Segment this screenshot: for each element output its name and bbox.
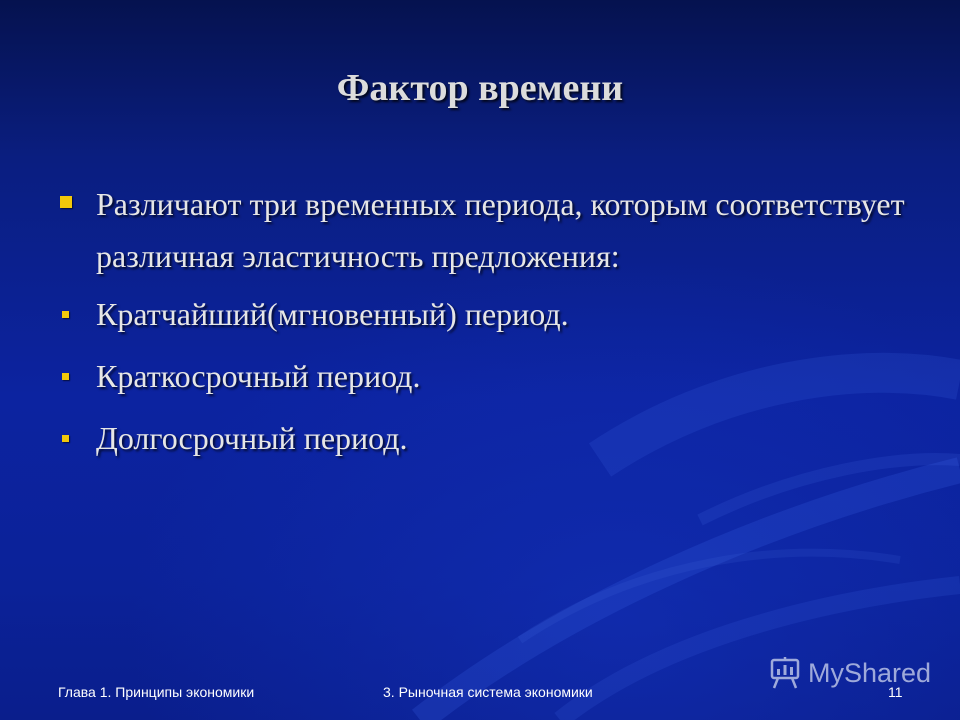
bullet-list — [60, 178, 920, 474]
bullet-item-main — [60, 178, 920, 282]
bullet-text: Краткосрочный период. — [96, 358, 421, 394]
bullet-text: Долгосрочный период. — [96, 420, 408, 456]
footer-section: 3. Рыночная система экономики — [383, 684, 593, 700]
bullet-item-sub — [60, 288, 920, 340]
small-square-bullet-icon — [62, 311, 69, 318]
bullet-item-sub — [60, 412, 920, 464]
watermark — [768, 656, 931, 690]
footer-page-number: 11 — [888, 684, 903, 700]
bullet-text: Кратчайший(мгновенный) период. — [96, 296, 569, 332]
small-square-bullet-icon — [62, 435, 69, 442]
bullet-text: Различают три временных периода, которым соответствует различная эластичность предложения: — [96, 186, 905, 274]
square-bullet-icon — [60, 196, 72, 208]
presentation-board-icon — [768, 656, 802, 690]
slide-title: Фактор времени — [336, 67, 624, 109]
watermark-text: MyShared — [808, 657, 932, 688]
footer-chapter: Глава 1. Принципы экономики — [58, 684, 255, 700]
bullet-item-sub — [60, 350, 920, 402]
small-square-bullet-icon — [62, 373, 69, 380]
